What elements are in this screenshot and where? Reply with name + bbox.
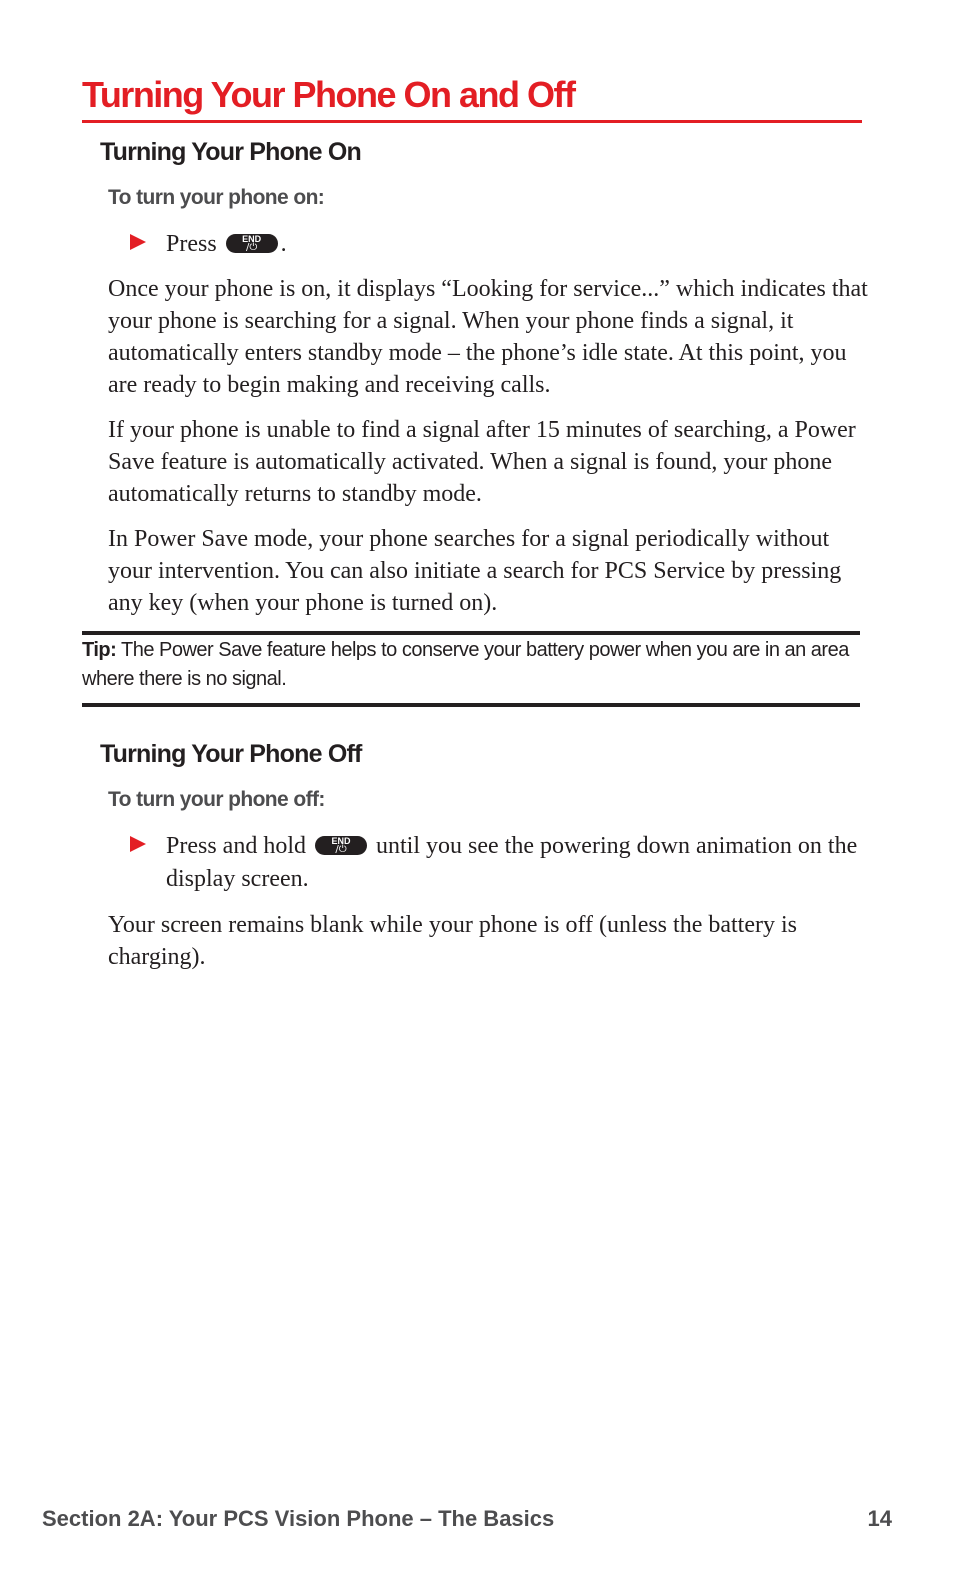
tip-bottom-rule xyxy=(82,703,860,707)
paragraph-screen-blank: Your screen remains blank while your phone is off (unless the battery is charging). xyxy=(108,912,797,970)
bullet-suffix: . xyxy=(280,231,287,257)
end-key-icon xyxy=(226,234,278,253)
bullet-press-end xyxy=(130,228,860,262)
bullet-text xyxy=(166,830,866,896)
power-icon: /⏻ xyxy=(335,844,347,855)
title-rule xyxy=(82,120,862,123)
paragraph-power-save-mode: In Power Save mode, your phone searches for a signal periodically without your intervention. You can also initiate a search for PCS Service by pressing any key (when your phone is turned on). xyxy=(108,526,842,616)
bullet-arrow-icon xyxy=(130,836,146,852)
page-footer xyxy=(42,1502,892,1536)
page-title: Turning Your Phone On and Off xyxy=(82,74,575,115)
section-heading-off: Turning Your Phone Off xyxy=(100,740,362,768)
footer-section-title: Section 2A: Your PCS Vision Phone – The Basics xyxy=(42,1506,555,1531)
bullet-prefix: Press and hold xyxy=(166,833,306,859)
tip-top-rule xyxy=(82,631,860,635)
instruction-heading-on: To turn your phone on: xyxy=(108,186,325,209)
paragraph-looking-for-service: Once your phone is on, it displays “Looking for service...” which indicates that your phone is searching for a signal. When your phone finds a signal, it automatically enters standby mode – the phone’s idle state. At this point, you are ready to begin making and receiving calls. xyxy=(108,276,868,398)
bullet-arrow-icon xyxy=(130,234,146,250)
bullet-text xyxy=(166,228,866,261)
power-icon: /⏻ xyxy=(246,242,258,253)
tip-label: Tip: xyxy=(82,639,117,661)
paragraph-power-save-activation: If your phone is unable to find a signal after 15 minutes of searching, a Power Save feature is automatically activated. When a signal is found, your phone automatically returns to standby mode. xyxy=(108,417,856,507)
end-key-label: END xyxy=(331,836,351,846)
bullet-prefix: Press xyxy=(166,231,217,257)
page-number: 14 xyxy=(867,1506,892,1531)
instruction-heading-off: To turn your phone off: xyxy=(108,788,325,811)
tip-text: The Power Save feature helps to conserve your battery power when you are in an area where there is no signal. xyxy=(82,639,849,690)
tip-note xyxy=(82,636,862,694)
end-key-label: END xyxy=(242,234,262,244)
end-key-icon xyxy=(315,836,367,855)
bullet-press-hold-end xyxy=(130,830,860,898)
section-heading-on: Turning Your Phone On xyxy=(100,138,361,166)
bullet-suffix: until you see the powering down animation on the display screen. xyxy=(166,833,858,892)
